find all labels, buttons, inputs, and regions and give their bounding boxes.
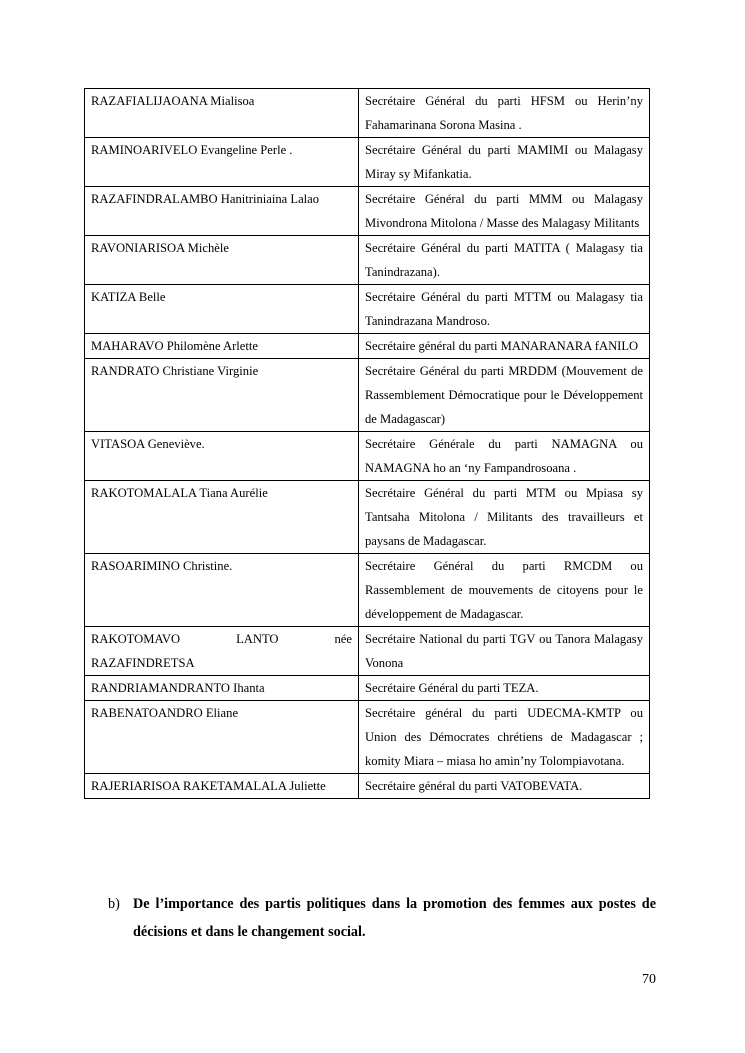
person-name-cell: VITASOA Geneviève. bbox=[85, 432, 359, 481]
table-row bbox=[85, 236, 650, 285]
person-name-cell: RAKOTOMAVO LANTO née RAZAFINDRETSA bbox=[85, 627, 359, 676]
table-row bbox=[85, 481, 650, 554]
person-name-cell: RABENATOANDRO Eliane bbox=[85, 701, 359, 774]
table-row bbox=[85, 138, 650, 187]
person-name-cell: KATIZA Belle bbox=[85, 285, 359, 334]
party-role-cell: Secrétaire Général du parti MMM ou Malagasy Mivondrona Mitolona / Masse des Malagasy Militants bbox=[359, 187, 650, 236]
table-row bbox=[85, 554, 650, 627]
table-row bbox=[85, 359, 650, 432]
party-role-cell: Secrétaire général du parti UDECMA-KMTP ou Union des Démocrates chrétiens de Madagascar ; komity Miara – miasa ho amin’ny Tolompiavotana. bbox=[359, 701, 650, 774]
party-role-cell: Secrétaire Général du parti MTTM ou Malagasy tia Tanindrazana Mandroso. bbox=[359, 285, 650, 334]
person-name-cell: RAMINOARIVELO Evangeline Perle . bbox=[85, 138, 359, 187]
person-name-cell: RANDRATO Christiane Virginie bbox=[85, 359, 359, 432]
table-row bbox=[85, 676, 650, 701]
table-row bbox=[85, 89, 650, 138]
person-name-cell: RAJERIARISOA RAKETAMALALA Juliette bbox=[85, 774, 359, 799]
party-role-cell: Secrétaire Général du parti MRDDM (Mouvement de Rassemblement Démocratique pour le Développement de Madagascar) bbox=[359, 359, 650, 432]
table-row bbox=[85, 187, 650, 236]
person-name-cell: RANDRIAMANDRANTO Ihanta bbox=[85, 676, 359, 701]
party-role-cell: Secrétaire Général du parti HFSM ou Herin’ny Fahamarinana Sorona Masina . bbox=[359, 89, 650, 138]
party-role-cell: Secrétaire Général du parti TEZA. bbox=[359, 676, 650, 701]
party-role-cell: Secrétaire Général du parti MAMIMI ou Malagasy Miray sy Mifankatia. bbox=[359, 138, 650, 187]
person-name-cell: MAHARAVO Philomène Arlette bbox=[85, 334, 359, 359]
table-row bbox=[85, 432, 650, 481]
party-role-cell: Secrétaire général du parti VATOBEVATA. bbox=[359, 774, 650, 799]
person-name-cell: RAKOTOMALALA Tiana Aurélie bbox=[85, 481, 359, 554]
table-row bbox=[85, 774, 650, 799]
roster-table bbox=[84, 88, 650, 799]
party-role-cell: Secrétaire National du parti TGV ou Tanora Malagasy Vonona bbox=[359, 627, 650, 676]
section-marker: b) bbox=[108, 896, 120, 912]
party-role-cell: Secrétaire Général du parti RMCDM ou Rassemblement de mouvements de citoyens pour le développement de Madagascar. bbox=[359, 554, 650, 627]
table-row bbox=[85, 334, 650, 359]
party-role-cell: Secrétaire général du parti MANARANARA fANILO bbox=[359, 334, 650, 359]
party-role-cell: Secrétaire Général du parti MATITA ( Malagasy tia Tanindrazana). bbox=[359, 236, 650, 285]
party-role-cell: Secrétaire Générale du parti NAMAGNA ou NAMAGNA ho an ‘ny Fampandrosoana . bbox=[359, 432, 650, 481]
roster-table-body bbox=[85, 89, 650, 799]
person-name-cell: RAVONIARISOA Michèle bbox=[85, 236, 359, 285]
person-name-cell: RAZAFIALIJAOANA Mialisoa bbox=[85, 89, 359, 138]
section-heading bbox=[108, 890, 656, 946]
person-name-cell: RASOARIMINO Christine. bbox=[85, 554, 359, 627]
person-name-cell: RAZAFINDRALAMBO Hanitriniaina Lalao bbox=[85, 187, 359, 236]
table-row bbox=[85, 701, 650, 774]
table-row bbox=[85, 627, 650, 676]
page-number: 70 bbox=[642, 972, 656, 987]
section-title: De l’importance des partis politiques dans la promotion des femmes aux postes de décisions et dans le changement social. bbox=[133, 896, 656, 940]
party-role-cell: Secrétaire Général du parti MTM ou Mpiasa sy Tantsaha Mitolona / Militants des travailleurs et paysans de Madagascar. bbox=[359, 481, 650, 554]
table-row bbox=[85, 285, 650, 334]
